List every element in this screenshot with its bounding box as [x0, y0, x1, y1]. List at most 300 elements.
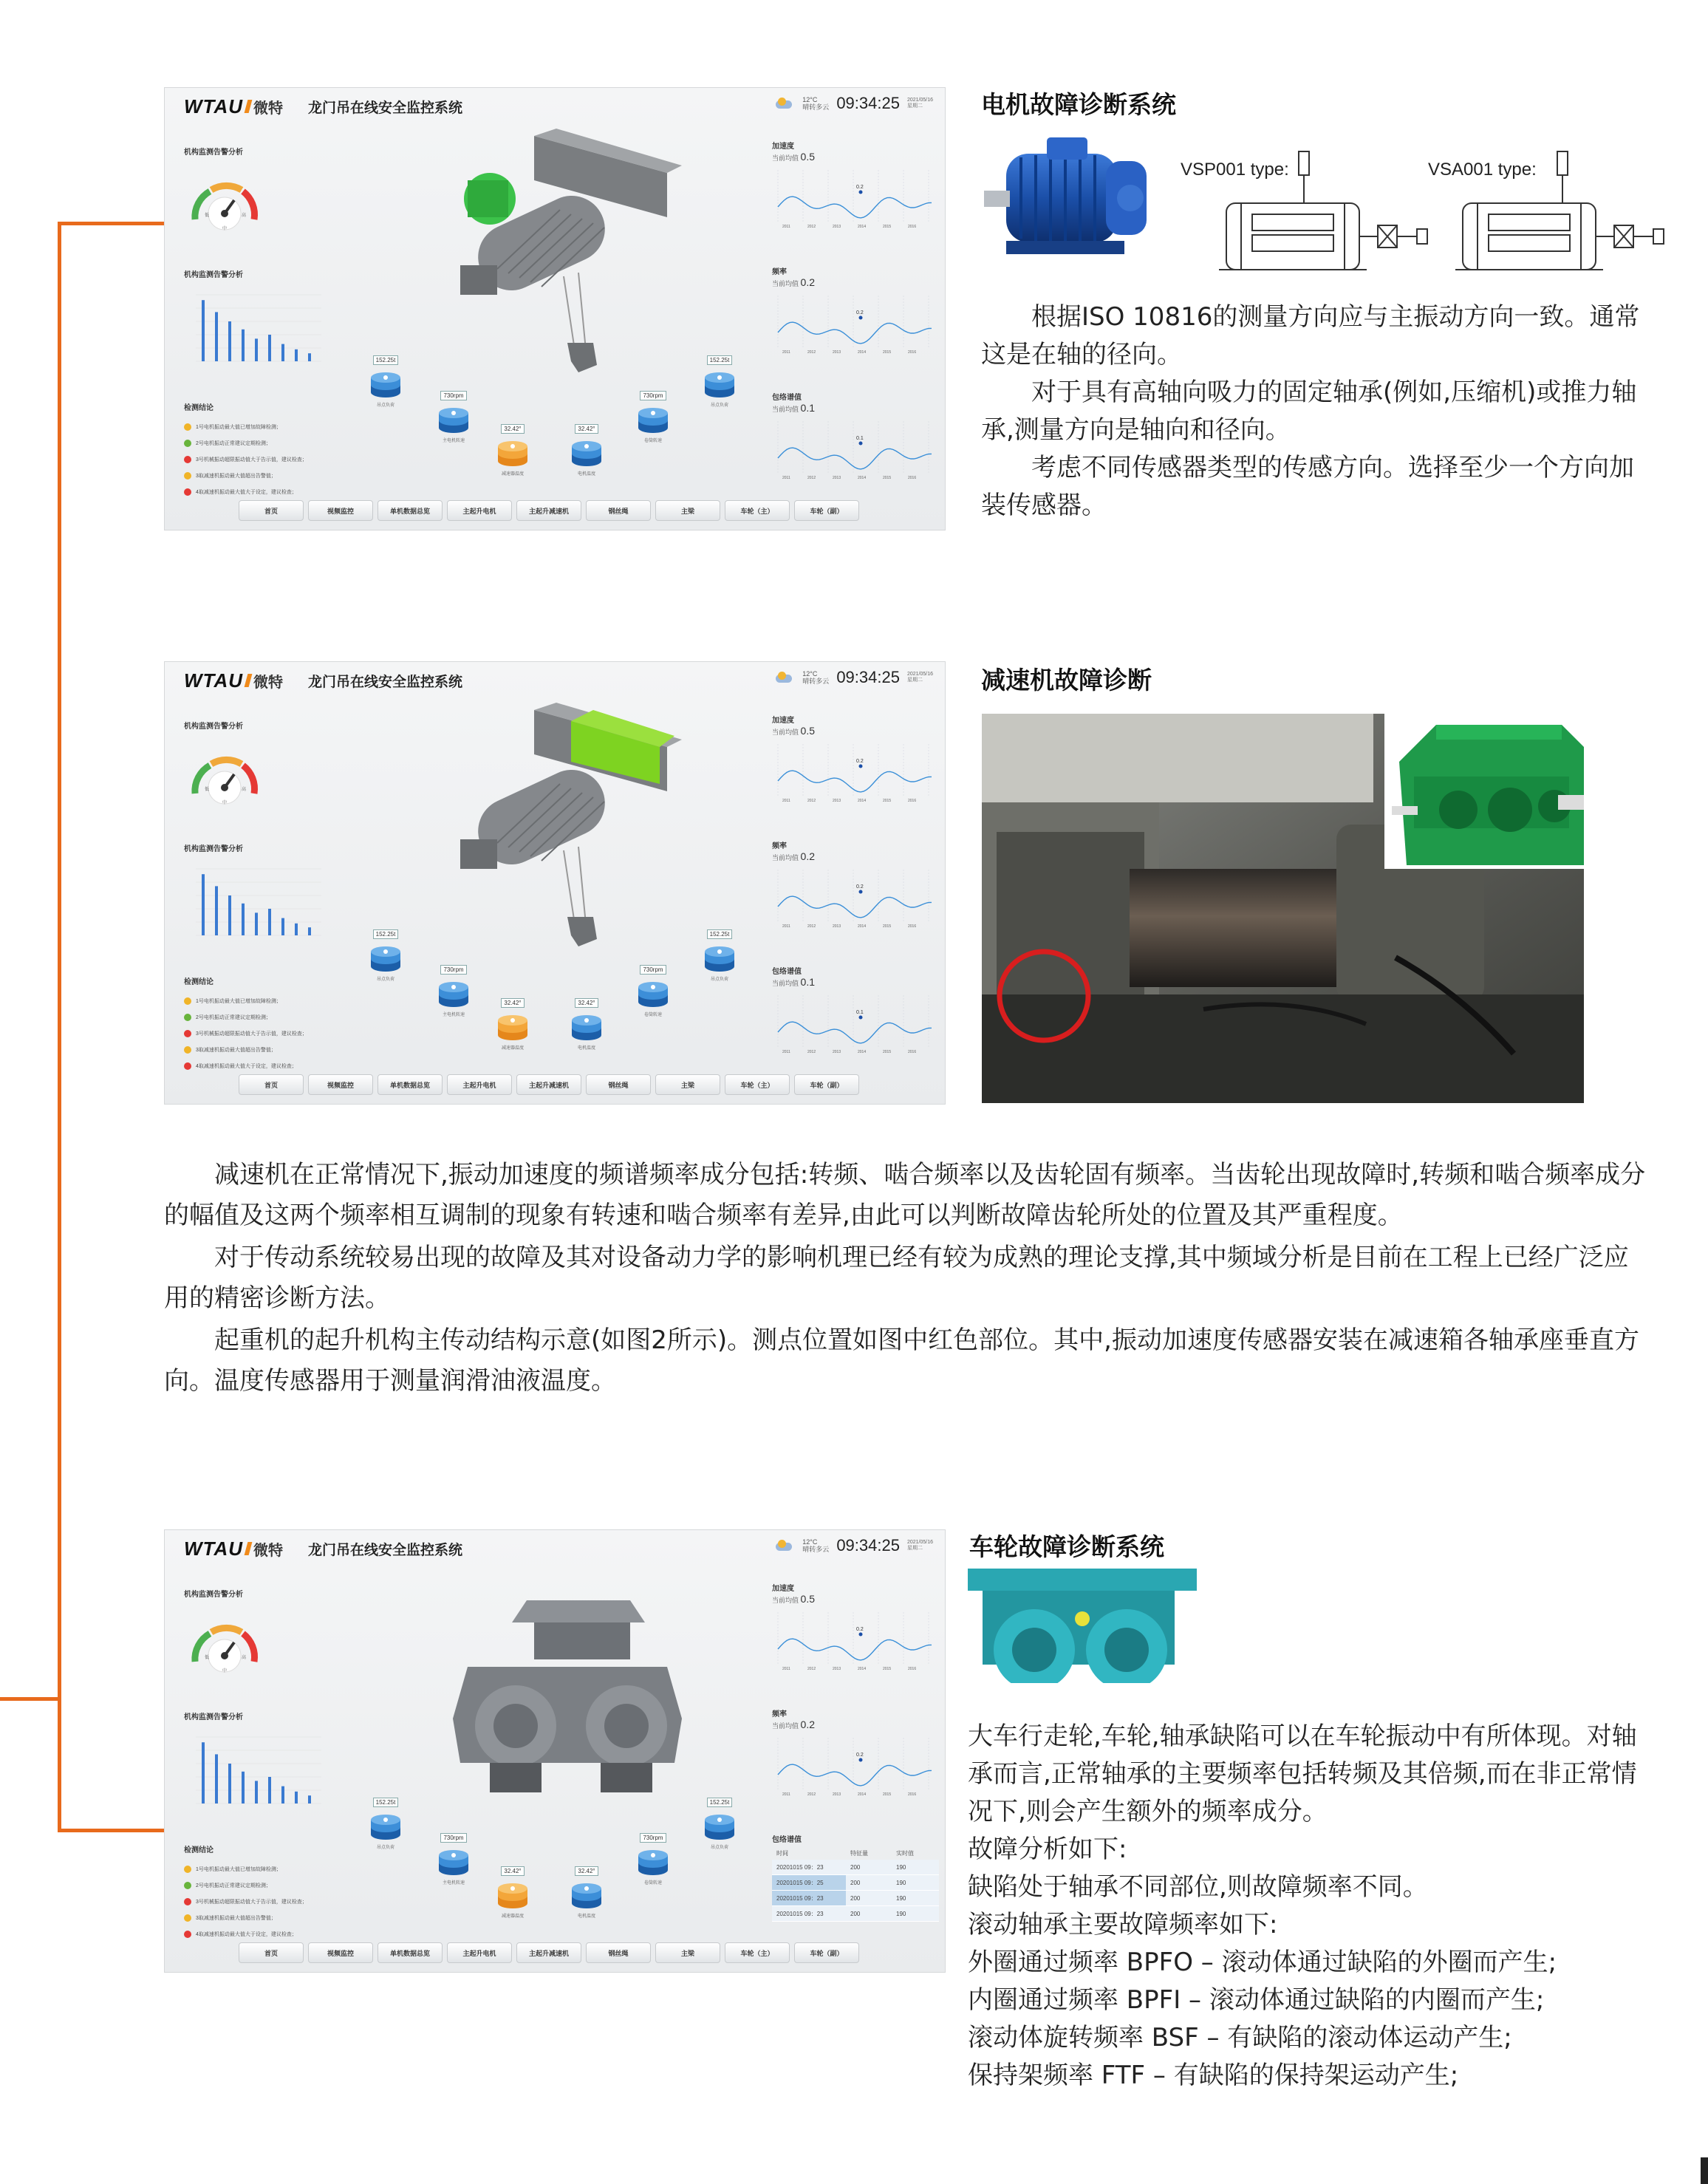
nav-button[interactable]: 主起升减速机	[516, 500, 581, 521]
trend-chart	[772, 1707, 937, 1803]
trend-chart-label: 当前均值	[772, 854, 799, 861]
trend-chart-label: 当前均值	[772, 1597, 799, 1604]
sensor-widget[interactable]	[490, 424, 536, 477]
alarm-bar	[215, 886, 218, 935]
svg-text:中: 中	[222, 1669, 228, 1673]
weather-clock	[776, 94, 933, 113]
wheel-line: 故障分析如下:	[968, 1835, 1127, 1864]
wave-x-tick: 2014	[858, 799, 867, 803]
alarm-bar	[242, 904, 245, 935]
wave-x-tick: 2014	[858, 476, 867, 480]
status-dot-icon	[184, 423, 191, 431]
table-header-cell: 时间	[776, 1849, 788, 1857]
conclusion-item: 3取减速机振动最大值超出告警值；	[184, 468, 339, 484]
reducer-installation-photo	[982, 714, 1584, 1103]
alarm-bar-chart	[184, 861, 324, 950]
nav-button[interactable]: 首页	[239, 1942, 304, 1963]
svg-text:高: 高	[242, 1656, 247, 1660]
sensor-stack-icon	[703, 941, 736, 974]
status-dot-icon	[184, 472, 191, 480]
alarm-bar	[281, 344, 284, 361]
trend-chart-label: 当前均值	[772, 154, 799, 162]
alarm-bar	[255, 338, 258, 361]
nav-button[interactable]: 首页	[239, 1074, 304, 1095]
table-cell: 200	[850, 1879, 861, 1886]
alarm-bar	[202, 300, 205, 361]
motor-photo	[977, 132, 1161, 283]
sensor-value: 32.42°	[501, 1866, 524, 1876]
wave-x-tick: 2011	[782, 225, 790, 229]
clock-date: 2021/05/16	[906, 672, 933, 677]
sensor-name: 主电机转速	[442, 439, 465, 443]
svg-text:中: 中	[222, 227, 228, 231]
weather-clock	[776, 1536, 933, 1555]
wave-x-tick: 2012	[807, 1050, 816, 1054]
conclusion-item: 4取减速机振动最大值大于设定，建议检查；	[184, 484, 339, 500]
weather-temp: 12°C	[802, 670, 818, 678]
sensor-stack-icon	[369, 367, 402, 400]
wave-x-tick: 2013	[833, 1667, 841, 1671]
svg-text:低: 低	[205, 214, 210, 218]
gauge-heading: 机构监测告警分析	[184, 1591, 243, 1599]
wave-x-tick: 2012	[807, 350, 816, 355]
nav-button[interactable]: 钢丝绳	[586, 1074, 651, 1095]
dash-title: 龙门吊在线安全监控系统	[308, 100, 463, 116]
table-header-cell: 实时值	[896, 1849, 914, 1857]
envelope-table	[772, 1846, 939, 1922]
sensor-value: 730rpm	[440, 965, 466, 975]
sensor-widget[interactable]	[431, 1833, 476, 1886]
wave-x-tick: 2011	[782, 476, 790, 480]
wheel-bogie-model	[445, 1571, 689, 1815]
sensor-widget[interactable]	[697, 355, 742, 408]
wave-x-tick: 2012	[807, 924, 816, 929]
nav-button[interactable]: 钢丝绳	[586, 500, 651, 521]
wave-x-tick: 2013	[833, 476, 841, 480]
table-cell: 200	[850, 1910, 861, 1917]
table-cell: 200	[850, 1894, 861, 1902]
wave-chart	[772, 414, 937, 480]
conclusion-item: 2号电机振动正常建议定期检测；	[184, 1877, 339, 1894]
clock-weekday: 星期二	[906, 103, 923, 109]
conclusion-item: 4取减速机振动最大值大于设定，建议检查；	[184, 1058, 339, 1074]
conclusion-item: 2号电机振动正常建议定期检测；	[184, 435, 339, 451]
nav-button[interactable]: 主梁	[655, 1074, 720, 1095]
alarm-bar	[242, 1772, 245, 1803]
status-dot-icon	[184, 440, 191, 447]
wave-x-tick: 2011	[782, 799, 790, 803]
wheel-text	[968, 1718, 1652, 2095]
trend-chart-heading: 频率	[772, 1710, 787, 1719]
vsp-sensor-diagram	[1212, 144, 1433, 299]
wave-x-tick: 2016	[908, 476, 917, 480]
dash-nav-bar	[239, 1942, 859, 1963]
conclusion-item: 3号机械振动超限振动值大于告示值，建议检查；	[184, 451, 339, 468]
wave-x-tick: 2016	[908, 924, 917, 929]
conclusion-item: 1号电机振动最大值已增加故障检测；	[184, 993, 339, 1009]
nav-button[interactable]: 车轮（主）	[725, 1942, 790, 1963]
alarm-bar	[215, 312, 218, 361]
alarm-gauge	[184, 1610, 265, 1676]
weather-clock	[776, 668, 933, 687]
wave-chart	[772, 862, 937, 929]
trend-chart-label: 当前均值	[772, 1722, 799, 1730]
sensor-name: 减速器温度	[501, 1046, 524, 1051]
sensor-widget[interactable]	[363, 355, 409, 408]
sensor-value: 730rpm	[640, 965, 666, 975]
sensor-value: 152.25t	[707, 1798, 733, 1807]
trend-chart-value: 0.2	[800, 1719, 815, 1730]
sensor-widget[interactable]	[431, 391, 476, 443]
nav-button[interactable]: 主起升减速机	[516, 1942, 581, 1963]
wave-peak-label: 0.2	[856, 1753, 864, 1758]
conclusion-item: 3取减速机振动最大值超出告警值；	[184, 1042, 339, 1058]
brand-name: 微特	[253, 100, 284, 117]
wheel-line: 滚动体旋转频率 BSF – 有缺陷的滚动体运动产生;	[968, 2023, 1512, 2052]
svg-text:低: 低	[205, 1656, 210, 1660]
alarm-bar	[281, 1787, 284, 1803]
wheel-line: 外圈通过频率 BPFO – 滚动体通过缺陷的外圈而产生;	[968, 1948, 1557, 1977]
sensor-value: 152.25t	[373, 355, 399, 365]
sensor-stack-icon	[570, 1010, 603, 1042]
nav-button[interactable]: 车轮（主）	[725, 1074, 790, 1095]
nav-button[interactable]: 单机数据总览	[378, 500, 443, 521]
wave-x-tick: 2016	[908, 1792, 917, 1797]
table-cell: 20201015 09：25	[772, 1875, 846, 1890]
status-dot-icon	[184, 1866, 191, 1873]
conclusion-item: 1号电机振动最大值已增加故障检测；	[184, 419, 339, 435]
alarm-bar	[268, 909, 271, 935]
trend-chart	[772, 140, 937, 236]
sensor-widget[interactable]	[363, 929, 409, 982]
weather-temp: 12°C	[802, 1538, 818, 1546]
wave-peak-label: 0.2	[856, 185, 864, 190]
sensor-stack-icon	[703, 367, 736, 400]
status-dot-icon	[184, 1898, 191, 1905]
wheel-line: 保持架频率 FTF – 有缺陷的保持架运动产生;	[968, 2061, 1459, 2090]
trend-chart-value: 0.5	[800, 1593, 815, 1605]
sensor-value: 730rpm	[640, 1833, 666, 1843]
sensor-value: 152.25t	[707, 929, 733, 939]
brand-name: 微特	[253, 674, 284, 691]
alarm-bar	[228, 321, 231, 361]
alarm-bar	[268, 1777, 271, 1803]
nav-button[interactable]: 车轮（副）	[794, 1942, 859, 1963]
alarm-bar	[255, 1781, 258, 1803]
sensor-widget[interactable]	[564, 1866, 609, 1919]
wave-x-tick: 2011	[782, 924, 790, 929]
alarm-bar	[202, 1742, 205, 1803]
conclusions-heading: 检测结论	[184, 404, 214, 412]
wave-peak-label: 0.2	[856, 310, 864, 315]
sensor-widget[interactable]	[697, 929, 742, 982]
dash-title: 龙门吊在线安全监控系统	[308, 674, 463, 690]
weather-desc: 晴转多云	[802, 678, 830, 685]
wheel-line: 缺陷处于轴承不同部位,则故障频率不同。	[968, 1872, 1428, 1902]
section-title-reducer: 减速机故障诊断	[981, 666, 1152, 695]
table-cell: 190	[896, 1879, 906, 1886]
table-cell: 20201015 09：23	[776, 1910, 824, 1917]
table-row[interactable]	[772, 1860, 939, 1875]
sensor-name: 吊点负荷	[710, 1846, 728, 1850]
nav-button[interactable]: 主起升减速机	[516, 1074, 581, 1095]
sensor-name: 电机温度	[577, 472, 595, 477]
alarm-bar-chart	[184, 1730, 324, 1818]
sensor-widget[interactable]	[630, 1833, 676, 1886]
alarm-bar	[308, 353, 311, 361]
dash-topbar	[165, 662, 945, 699]
wave-x-tick: 2013	[833, 799, 841, 803]
sensor-name: 主电机转速	[442, 1013, 465, 1017]
wtau-logo: WTAU	[184, 669, 253, 692]
conclusions-list	[184, 419, 339, 500]
nav-button[interactable]: 主起升电机	[447, 1074, 512, 1095]
wheel-line: 滚动轴承主要故障频率如下:	[968, 1910, 1278, 1939]
alarm-bar	[295, 349, 298, 361]
table-header-cell: 特征量	[850, 1849, 868, 1857]
nav-button[interactable]: 视频监控	[308, 1942, 373, 1963]
sensor-widget[interactable]	[431, 965, 476, 1017]
section-title-motor: 电机故障诊断系统	[981, 90, 1176, 119]
nav-button[interactable]: 车轮（副）	[794, 1074, 859, 1095]
conclusion-item: 3号机械振动超限振动值大于告示值，建议检查；	[184, 1894, 339, 1910]
wave-x-tick: 2011	[782, 1667, 790, 1671]
clock-time: 09:34:25	[836, 94, 900, 112]
wave-peak-label: 0.1	[856, 1010, 864, 1015]
alarm-bar	[308, 927, 311, 935]
wave-x-tick: 2011	[782, 1050, 790, 1054]
table-row[interactable]	[772, 1906, 939, 1922]
table-cell: 190	[896, 1894, 906, 1902]
status-dot-icon	[184, 488, 191, 496]
dash-nav-bar	[239, 1074, 859, 1095]
weather-cloud-icon	[776, 1540, 795, 1552]
sensor-widget[interactable]	[564, 998, 609, 1051]
clock-weekday: 星期二	[906, 1546, 923, 1551]
wave-x-tick: 2013	[833, 924, 841, 929]
sensor-stack-icon	[570, 436, 603, 468]
wave-x-tick: 2014	[858, 1792, 867, 1797]
sensor-widget[interactable]	[490, 998, 536, 1051]
clock-date: 2021/05/16	[906, 98, 933, 103]
wave-chart	[772, 1605, 937, 1671]
status-dot-icon	[184, 997, 191, 1005]
wave-x-tick: 2014	[858, 350, 867, 355]
nav-button[interactable]: 钢丝绳	[586, 1942, 651, 1963]
hoist-trolley-model	[445, 703, 689, 946]
clock-date: 2021/05/16	[906, 1540, 933, 1545]
brand-name: 微特	[253, 1542, 284, 1559]
wave-x-tick: 2011	[782, 350, 790, 355]
sensor-value: 730rpm	[640, 391, 666, 400]
conclusions-heading: 检测结论	[184, 1846, 214, 1854]
trend-chart-heading: 包络谱值	[772, 394, 802, 402]
sensor-widget[interactable]	[630, 965, 676, 1017]
status-dot-icon	[184, 1030, 191, 1037]
dash-topbar	[165, 1530, 945, 1567]
status-dot-icon	[184, 1062, 191, 1070]
nav-button[interactable]: 单机数据总览	[378, 1942, 443, 1963]
table-row[interactable]	[772, 1875, 939, 1891]
sensor-stack-icon	[703, 1809, 736, 1842]
sensor-stack-icon	[496, 1010, 529, 1042]
wave-x-tick: 2015	[883, 350, 892, 355]
conclusion-item: 2号电机振动正常建议定期检测；	[184, 1009, 339, 1026]
nav-button[interactable]: 主起升电机	[447, 500, 512, 521]
hoist-trolley-model	[445, 129, 689, 372]
conclusion-item: 3取减速机振动最大值超出告警值；	[184, 1910, 339, 1926]
vsa-sensor-diagram	[1448, 144, 1670, 299]
sensor-widget[interactable]	[564, 424, 609, 477]
wave-x-tick: 2011	[782, 1792, 790, 1797]
svg-text:中: 中	[222, 801, 228, 805]
wave-x-tick: 2015	[883, 1050, 892, 1054]
vsp-type-label: VSP001 type:	[1181, 160, 1289, 180]
wave-x-tick: 2013	[833, 225, 841, 229]
trend-chart-value: 0.5	[800, 725, 815, 737]
bracket-connector-bottom	[58, 1829, 167, 1832]
sensor-name: 吊点负荷	[376, 403, 394, 408]
trend-chart-value: 0.2	[800, 850, 815, 862]
sensor-value: 32.42°	[575, 424, 598, 434]
sensor-name: 减速器温度	[501, 472, 524, 477]
wave-peak-label: 0.2	[856, 884, 864, 890]
wave-x-tick: 2015	[883, 799, 892, 803]
trend-chart-label: 当前均值	[772, 980, 799, 987]
wave-x-tick: 2014	[858, 1667, 867, 1671]
sensor-widget[interactable]	[630, 391, 676, 443]
nav-button[interactable]: 视频监控	[308, 1074, 373, 1095]
alarm-bar	[295, 924, 298, 935]
motor-paragraph: 对于具有高轴向吸力的固定轴承(例如,压缩机)或推力轴承,测量方向是轴向和径向。	[981, 378, 1637, 445]
sensor-value: 730rpm	[440, 1833, 466, 1843]
wave-peak-label: 0.2	[856, 1627, 864, 1632]
weather-cloud-icon	[776, 672, 795, 683]
nav-button[interactable]: 首页	[239, 500, 304, 521]
bars-heading: 机构监测告警分析	[184, 845, 243, 853]
sensor-widget[interactable]	[697, 1798, 742, 1850]
wave-x-tick: 2013	[833, 1792, 841, 1797]
trend-chart-label: 当前均值	[772, 406, 799, 413]
table-row[interactable]	[772, 1891, 939, 1906]
sensor-stack-icon	[369, 1809, 402, 1842]
conclusions-heading: 检测结论	[184, 978, 214, 986]
table-cell: 190	[896, 1910, 906, 1917]
wtau-logo: WTAU	[184, 95, 253, 118]
wave-peak-label: 0.2	[856, 759, 864, 764]
section-title-wheel: 车轮故障诊断系统	[969, 1532, 1164, 1561]
bars-heading: 机构监测告警分析	[184, 271, 243, 279]
wave-x-tick: 2016	[908, 225, 917, 229]
envelope-heading: 包络谱值	[772, 1836, 802, 1844]
sensor-stack-icon	[637, 403, 669, 435]
sensor-value: 152.25t	[707, 355, 733, 365]
trend-chart-value: 0.2	[800, 276, 815, 288]
sensor-name: 吊点负荷	[710, 977, 728, 982]
wave-x-tick: 2014	[858, 1050, 867, 1054]
clock-weekday: 星期二	[906, 678, 923, 683]
dash-title: 龙门吊在线安全监控系统	[308, 1542, 463, 1558]
wave-chart	[772, 1730, 937, 1797]
vsa-type-label: VSA001 type:	[1428, 160, 1537, 180]
status-dot-icon	[184, 1014, 191, 1021]
reducer-body-text	[164, 1155, 1650, 1403]
wave-x-tick: 2012	[807, 1792, 816, 1797]
sensor-widget[interactable]	[490, 1866, 536, 1919]
alarm-bar	[281, 918, 284, 935]
sensor-name: 电机温度	[577, 1046, 595, 1051]
sensor-stack-icon	[637, 977, 669, 1009]
trend-chart	[772, 1582, 937, 1678]
wave-x-tick: 2015	[883, 476, 892, 480]
sensor-stack-icon	[369, 941, 402, 974]
wtau-logo: WTAU	[184, 1538, 253, 1560]
nav-button[interactable]: 视频监控	[308, 500, 373, 521]
nav-button[interactable]: 车轮（副）	[794, 500, 859, 521]
sensor-widget[interactable]	[363, 1798, 409, 1850]
gauge-heading: 机构监测告警分析	[184, 149, 243, 157]
wheel-assembly-image	[968, 1569, 1197, 1692]
wave-x-tick: 2012	[807, 799, 816, 803]
sensor-name: 吊点负荷	[376, 977, 394, 982]
gauge-heading: 机构监测告警分析	[184, 723, 243, 731]
sensor-name: 吊点负荷	[376, 1846, 394, 1850]
trend-chart-value: 0.5	[800, 151, 815, 163]
motor-paragraphs	[981, 298, 1650, 525]
table-header	[772, 1846, 939, 1860]
status-dot-icon	[184, 1931, 191, 1938]
table-cell: 200	[850, 1863, 861, 1871]
sensor-value: 730rpm	[440, 391, 466, 400]
alarm-bar	[308, 1795, 311, 1803]
wave-x-tick: 2016	[908, 350, 917, 355]
conclusion-item: 4取减速机振动最大值大于设定，建议检查；	[184, 1926, 339, 1942]
page-edge-mark	[1701, 2157, 1708, 2184]
trend-chart-heading: 包络谱值	[772, 968, 802, 976]
sensor-stack-icon	[437, 403, 470, 435]
nav-button[interactable]: 主梁	[655, 500, 720, 521]
wave-x-tick: 2016	[908, 1667, 917, 1671]
wheel-line: 内圈通过频率 BPFI – 滚动体通过缺陷的内圈而产生;	[968, 1985, 1545, 2015]
dashboard-screenshot-wheel	[164, 1529, 946, 1973]
alarm-gauge	[184, 742, 265, 808]
conclusion-item: 1号电机振动最大值已增加故障检测；	[184, 1861, 339, 1877]
nav-button[interactable]: 主梁	[655, 1942, 720, 1963]
sensor-name: 卷筒转速	[643, 439, 662, 443]
nav-button[interactable]: 车轮（主）	[725, 500, 790, 521]
alarm-bar	[228, 1764, 231, 1803]
wave-x-tick: 2015	[883, 225, 892, 229]
svg-text:低: 低	[205, 788, 210, 792]
wave-x-tick: 2016	[908, 1050, 917, 1054]
trend-chart-label: 当前均值	[772, 280, 799, 287]
svg-text:高: 高	[242, 788, 247, 792]
clock-time: 09:34:25	[836, 1536, 900, 1555]
nav-button[interactable]: 主起升电机	[447, 1942, 512, 1963]
body-paragraph: 对于传动系统较易出现的故障及其对设备动力学的影响机理已经有较为成熟的理论支撑,其中频域分析是目前在工程上已经广泛应用的精密诊断方法。	[164, 1243, 1629, 1313]
sensor-name: 电机温度	[577, 1914, 595, 1919]
trend-chart-value: 0.1	[800, 976, 815, 988]
wave-x-tick: 2012	[807, 225, 816, 229]
nav-button[interactable]: 单机数据总览	[378, 1074, 443, 1095]
sensor-name: 主电机转速	[442, 1881, 465, 1886]
status-dot-icon	[184, 456, 191, 463]
weather-desc: 晴转多云	[802, 103, 830, 111]
sensor-name: 减速器温度	[501, 1914, 524, 1919]
svg-text:高: 高	[242, 214, 247, 218]
trend-chart	[772, 965, 937, 1061]
sensor-stack-icon	[637, 1845, 669, 1877]
